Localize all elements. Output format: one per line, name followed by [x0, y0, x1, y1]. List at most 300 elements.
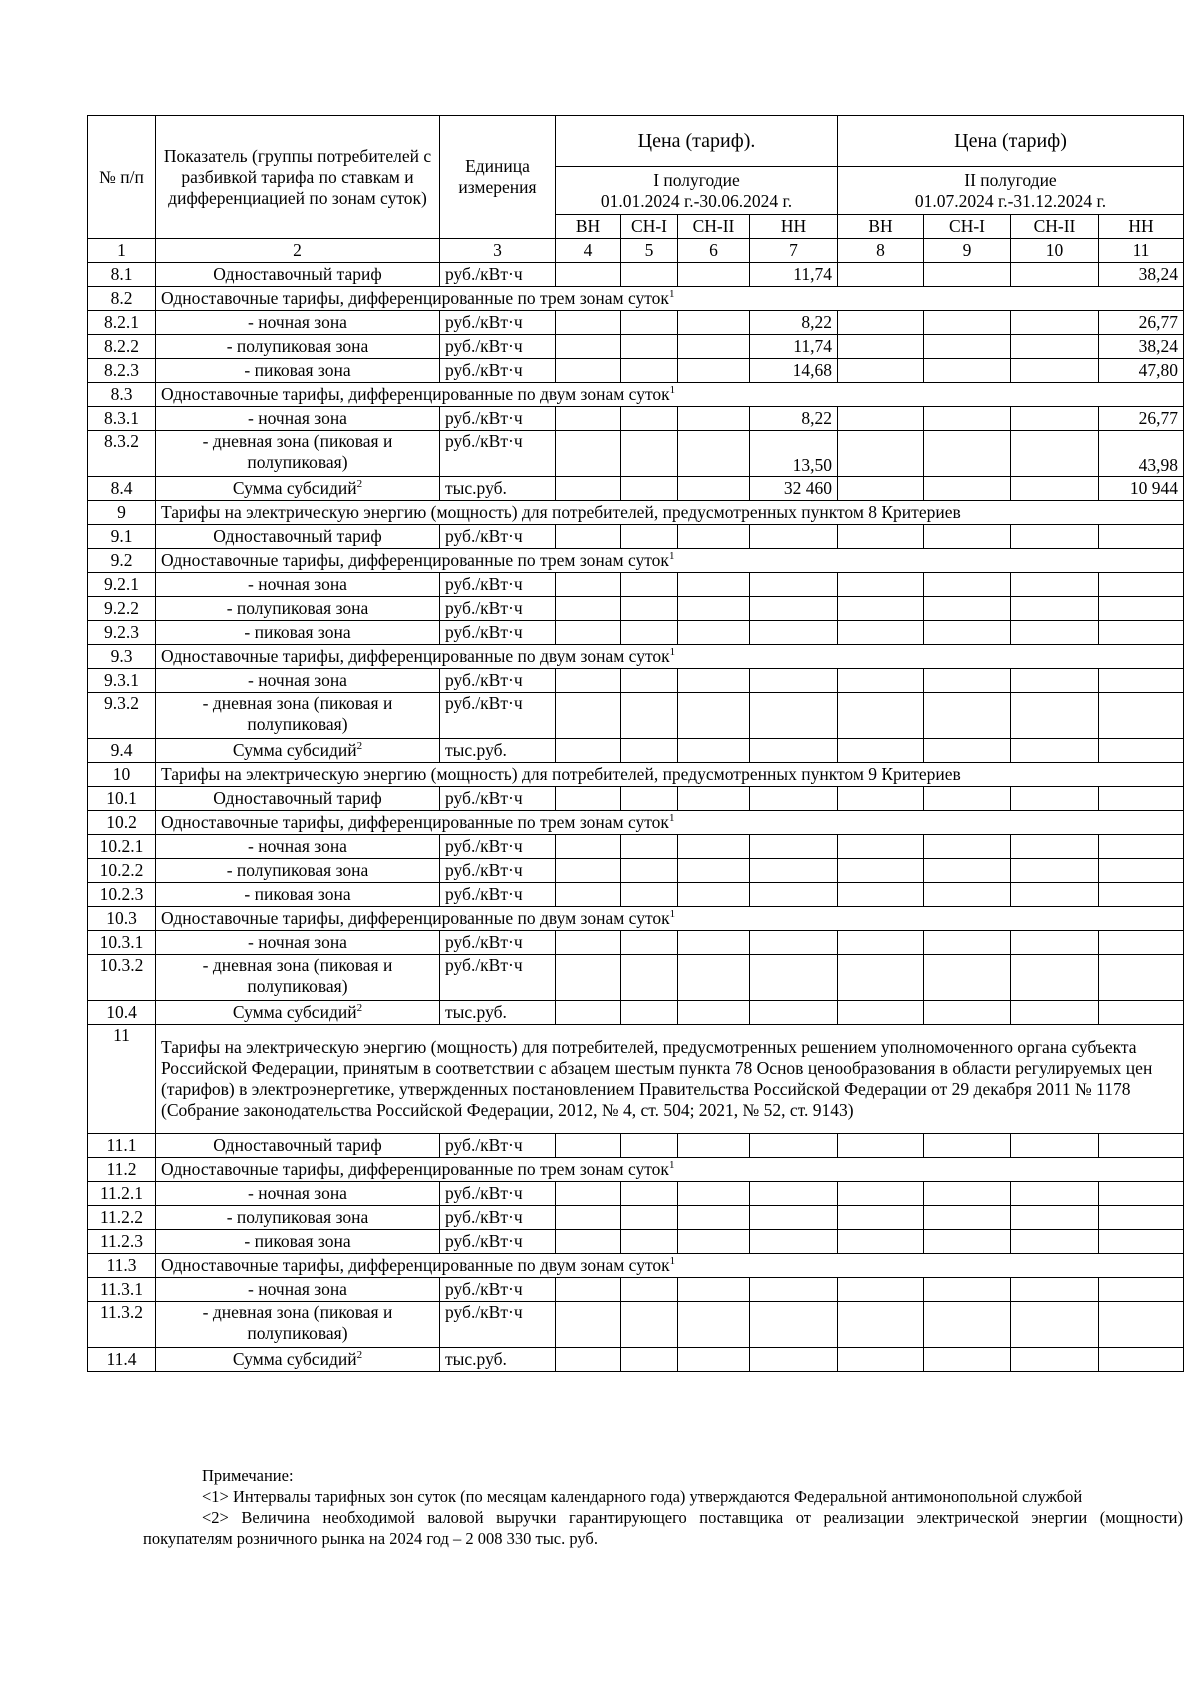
tariff-value: 32 460 [750, 477, 838, 501]
section-title [156, 287, 1184, 311]
section-title [156, 907, 1184, 931]
half-2-label: II полугодие [964, 169, 1057, 190]
tariff-value [924, 621, 1011, 645]
indicator-label [156, 835, 440, 859]
unit-cell: руб./кВт·ч [440, 931, 556, 955]
section-title [156, 1158, 1184, 1182]
section-title [156, 811, 1184, 835]
tariff-value [1099, 883, 1184, 907]
header-half-2 [838, 167, 1184, 215]
section-title [156, 1025, 1184, 1134]
row-number: 8.3 [88, 383, 156, 407]
indicator-label [156, 739, 440, 763]
half-2-dates: 01.07.2024 г.-31.12.2024 г. [914, 190, 1107, 211]
header-indicator: Показатель (группы потребителей с разбивкой тарифа по ставкам и дифференциацией по зонам суток) [156, 116, 440, 239]
tariff-value [678, 859, 750, 883]
section-title [156, 549, 1184, 573]
indicator-label [156, 621, 440, 645]
tariff-value [621, 1302, 678, 1348]
tariff-value [750, 573, 838, 597]
notes [143, 1465, 1183, 1549]
indicator-label [156, 693, 440, 739]
tariff-value [556, 1182, 621, 1206]
tariff-value [1011, 693, 1099, 739]
tariff-value [838, 1134, 924, 1158]
tariff-value [556, 693, 621, 739]
tariff-value [838, 1302, 924, 1348]
tariff-value [750, 1206, 838, 1230]
indicator-label [156, 787, 440, 811]
tariff-value [1099, 1348, 1184, 1372]
indicator-label [156, 883, 440, 907]
indicator-label [156, 1278, 440, 1302]
indicator-text: Одноставочный тариф [213, 526, 382, 546]
indicator-text: - ночная зона [248, 670, 347, 690]
voltage-level-header: СН-II [1011, 215, 1099, 239]
row-number: 9.2.2 [88, 597, 156, 621]
footnote-ref: 1 [668, 812, 675, 825]
indicator-text: - полупиковая зона [226, 1207, 369, 1227]
section-row [88, 907, 1184, 931]
tariff-value [924, 1348, 1011, 1372]
unit-cell: руб./кВт·ч [440, 263, 556, 287]
indicator-label [156, 407, 440, 431]
tariff-value [678, 621, 750, 645]
row-number: 11.3 [88, 1254, 156, 1278]
tariff-value [1011, 407, 1099, 431]
tariff-value [678, 739, 750, 763]
row-number: 11.3.2 [88, 1302, 156, 1348]
voltage-level-header: ВН [556, 215, 621, 239]
section-row [88, 383, 1184, 407]
unit-cell: тыс.руб. [440, 1348, 556, 1372]
row-number: 10.2.2 [88, 859, 156, 883]
unit-cell: тыс.руб. [440, 477, 556, 501]
tariff-value [838, 1182, 924, 1206]
tariff-value [924, 859, 1011, 883]
row-number: 10.3.1 [88, 931, 156, 955]
tariff-value [924, 1134, 1011, 1158]
tariff-value [838, 335, 924, 359]
unit-cell: руб./кВт·ч [440, 359, 556, 383]
tariff-value [621, 669, 678, 693]
tariff-value [750, 835, 838, 859]
tariff-value [1099, 835, 1184, 859]
column-number: 10 [1011, 239, 1099, 263]
tariff-value [1011, 739, 1099, 763]
tariff-value [1011, 859, 1099, 883]
tariff-value: 13,50 [750, 431, 838, 477]
voltage-level-header: СН-II [678, 215, 750, 239]
row-number: 8.2 [88, 287, 156, 311]
tariff-value [1011, 431, 1099, 477]
section-row [88, 763, 1184, 787]
section-row [88, 645, 1184, 669]
tariff-value [678, 1182, 750, 1206]
tariff-value [556, 431, 621, 477]
voltage-level-header: ВН [838, 215, 924, 239]
row-number: 10.2 [88, 811, 156, 835]
tariff-value [1099, 931, 1184, 955]
table-row [88, 335, 1184, 359]
unit-cell: руб./кВт·ч [440, 835, 556, 859]
row-number: 10.2.3 [88, 883, 156, 907]
tariff-value [678, 431, 750, 477]
tariff-value [838, 1001, 924, 1025]
unit-cell: руб./кВт·ч [440, 787, 556, 811]
row-number: 11.2.1 [88, 1182, 156, 1206]
tariff-value [556, 1134, 621, 1158]
column-number: 9 [924, 239, 1011, 263]
tariff-value [678, 669, 750, 693]
tariff-value [838, 955, 924, 1001]
tariff-value [1099, 1001, 1184, 1025]
tariff-value [1011, 1348, 1099, 1372]
tariff-value [924, 1206, 1011, 1230]
tariff-value [621, 739, 678, 763]
row-number: 8.1 [88, 263, 156, 287]
tariff-value [621, 1278, 678, 1302]
indicator-label [156, 1182, 440, 1206]
tariff-value [838, 669, 924, 693]
tariff-value [1011, 621, 1099, 645]
row-number: 9 [88, 501, 156, 525]
tariff-value [1011, 335, 1099, 359]
row-number: 11.3.1 [88, 1278, 156, 1302]
tariff-value [1099, 1278, 1184, 1302]
tariff-value [621, 431, 678, 477]
footnote-ref: 2 [356, 478, 363, 491]
tariff-value [678, 883, 750, 907]
tariff-value [838, 1278, 924, 1302]
row-number: 8.2.3 [88, 359, 156, 383]
tariff-value [1011, 359, 1099, 383]
tariff-value [1099, 597, 1184, 621]
tariff-value [924, 883, 1011, 907]
indicator-text: - полупиковая зона [226, 860, 369, 880]
column-number: 1 [88, 239, 156, 263]
tariff-value [1011, 835, 1099, 859]
unit-cell: руб./кВт·ч [440, 525, 556, 549]
unit-cell: руб./кВт·ч [440, 1206, 556, 1230]
section-row [88, 1254, 1184, 1278]
tariff-value: 38,24 [1099, 335, 1184, 359]
tariff-value [678, 1206, 750, 1230]
footnote-ref: 2 [356, 1349, 363, 1362]
tariff-value [750, 1134, 838, 1158]
tariff-value [678, 931, 750, 955]
table-row [88, 359, 1184, 383]
tariff-value [678, 1230, 750, 1254]
indicator-label [156, 859, 440, 883]
tariff-value [678, 525, 750, 549]
row-number: 9.1 [88, 525, 156, 549]
indicator-text: Одноставочный тариф [213, 1135, 382, 1155]
row-number: 9.3 [88, 645, 156, 669]
tariff-value [678, 311, 750, 335]
section-label: Одноставочные тарифы, дифференцированные по двум зонам суток [161, 384, 670, 404]
row-number: 11.4 [88, 1348, 156, 1372]
indicator-label [156, 1230, 440, 1254]
tariff-value [556, 883, 621, 907]
column-number: 5 [621, 239, 678, 263]
tariff-value [838, 931, 924, 955]
column-number: 4 [556, 239, 621, 263]
footnote-ref: 2 [356, 1002, 363, 1015]
tariff-value [621, 931, 678, 955]
tariff-value: 43,98 [1099, 431, 1184, 477]
tariff-value [924, 1182, 1011, 1206]
indicator-label [156, 311, 440, 335]
section-row [88, 811, 1184, 835]
note-1: <1> Интервалы тарифных зон суток (по месяцам календарного года) утверждаются Федеральной антимонопольной службой [202, 1487, 1083, 1506]
tariff-value: 26,77 [1099, 407, 1184, 431]
row-number: 11.2.2 [88, 1206, 156, 1230]
row-number: 8.2.2 [88, 335, 156, 359]
column-number: 3 [440, 239, 556, 263]
row-number: 8.3.2 [88, 431, 156, 477]
tariff-value [1011, 787, 1099, 811]
row-number: 9.4 [88, 739, 156, 763]
tariff-value [1011, 883, 1099, 907]
tariff-value [1099, 573, 1184, 597]
tariff-value [621, 883, 678, 907]
indicator-text: - ночная зона [248, 574, 347, 594]
section-label: Одноставочные тарифы, дифференцированные по трем зонам суток [161, 1159, 669, 1179]
tariff-value [924, 693, 1011, 739]
table-row [88, 431, 1184, 477]
tariff-value [678, 1348, 750, 1372]
indicator-text: - ночная зона [248, 312, 347, 332]
tariff-value [924, 597, 1011, 621]
unit-cell: руб./кВт·ч [440, 1182, 556, 1206]
tariff-value [621, 693, 678, 739]
section-row [88, 1025, 1184, 1134]
unit-cell: руб./кВт·ч [440, 1230, 556, 1254]
tariff-value [1099, 955, 1184, 1001]
tariff-value [556, 739, 621, 763]
row-number: 10.2.1 [88, 835, 156, 859]
indicator-label [156, 359, 440, 383]
tariff-value [678, 597, 750, 621]
tariff-value [1099, 669, 1184, 693]
section-label: Тарифы на электрическую энергию (мощность) для потребителей, предусмотренных пунктом 8 Критериев [161, 502, 961, 522]
tariff-value [621, 263, 678, 287]
table-row [88, 1182, 1184, 1206]
table-row [88, 1206, 1184, 1230]
section-title [156, 763, 1184, 787]
tariff-value [924, 931, 1011, 955]
row-number: 10 [88, 763, 156, 787]
tariff-value [556, 1206, 621, 1230]
tariff-value [1099, 1134, 1184, 1158]
tariff-value [924, 955, 1011, 1001]
table-row [88, 311, 1184, 335]
indicator-label [156, 931, 440, 955]
indicator-text: Сумма субсидий [232, 478, 357, 498]
table-row [88, 835, 1184, 859]
tariff-value [750, 1278, 838, 1302]
tariff-value [1099, 739, 1184, 763]
tariff-value [838, 525, 924, 549]
section-row [88, 549, 1184, 573]
tariff-value [621, 955, 678, 1001]
tariff-value [838, 431, 924, 477]
tariff-value [1099, 693, 1184, 739]
tariff-value [1011, 1230, 1099, 1254]
table-row [88, 1348, 1184, 1372]
table-row [88, 859, 1184, 883]
notes-title: Примечание: [202, 1466, 294, 1485]
tariff-value [556, 597, 621, 621]
row-number: 9.3.1 [88, 669, 156, 693]
tariff-value: 8,22 [750, 407, 838, 431]
tariff-value [750, 787, 838, 811]
tariff-value [1011, 1278, 1099, 1302]
row-number: 9.2 [88, 549, 156, 573]
header-unit: Единица измерения [440, 116, 556, 239]
footnote-ref: 2 [356, 740, 363, 753]
table-row [88, 931, 1184, 955]
tariff-value [678, 1134, 750, 1158]
indicator-label [156, 1134, 440, 1158]
tariff-value: 11,74 [750, 335, 838, 359]
tariff-value [1011, 1182, 1099, 1206]
tariff-value [556, 621, 621, 645]
tariff-value [924, 407, 1011, 431]
tariff-value [621, 335, 678, 359]
unit-cell: руб./кВт·ч [440, 335, 556, 359]
tariff-value [750, 1302, 838, 1348]
tariff-value [924, 739, 1011, 763]
tariff-value [750, 931, 838, 955]
indicator-label [156, 525, 440, 549]
row-number: 10.1 [88, 787, 156, 811]
column-number: 8 [838, 239, 924, 263]
tariff-value [924, 1230, 1011, 1254]
tariff-value [556, 359, 621, 383]
unit-cell: руб./кВт·ч [440, 407, 556, 431]
indicator-text: - дневная зона (пиковая и полупиковая) [202, 693, 393, 734]
tariff-value [1011, 573, 1099, 597]
tariff-value [678, 835, 750, 859]
tariff-value: 8,22 [750, 311, 838, 335]
row-number: 11.2 [88, 1158, 156, 1182]
indicator-text: Одноставочный тариф [213, 788, 382, 808]
tariff-value [924, 263, 1011, 287]
tariff-value [838, 1348, 924, 1372]
indicator-label [156, 1001, 440, 1025]
tariff-table [87, 115, 1184, 1372]
table-row [88, 573, 1184, 597]
indicator-label [156, 335, 440, 359]
table-row [88, 407, 1184, 431]
tariff-value [924, 1302, 1011, 1348]
column-numbers-row [88, 239, 1184, 263]
indicator-text: Сумма субсидий [232, 740, 357, 760]
table-row [88, 263, 1184, 287]
tariff-value [838, 311, 924, 335]
indicator-label [156, 431, 440, 477]
tariff-value: 11,74 [750, 263, 838, 287]
indicator-label [156, 263, 440, 287]
tariff-value [924, 1001, 1011, 1025]
tariff-value [924, 669, 1011, 693]
tariff-value [556, 787, 621, 811]
tariff-value [750, 525, 838, 549]
section-row [88, 501, 1184, 525]
tariff-value [924, 359, 1011, 383]
tariff-value [678, 263, 750, 287]
indicator-text: - пиковая зона [244, 622, 351, 642]
table-row [88, 739, 1184, 763]
indicator-text: - пиковая зона [244, 884, 351, 904]
tariff-value [1011, 597, 1099, 621]
tariff-value [556, 1348, 621, 1372]
tariff-value: 14,68 [750, 359, 838, 383]
unit-cell: руб./кВт·ч [440, 859, 556, 883]
table-row [88, 1278, 1184, 1302]
tariff-value [556, 1302, 621, 1348]
tariff-value [1011, 1206, 1099, 1230]
indicator-label [156, 573, 440, 597]
unit-cell: руб./кВт·ч [440, 573, 556, 597]
header-price-1: Цена (тариф). [556, 116, 838, 167]
tariff-value [621, 525, 678, 549]
tariff-value [678, 407, 750, 431]
table-row [88, 621, 1184, 645]
tariff-value [556, 835, 621, 859]
tariff-value [838, 573, 924, 597]
tariff-value [750, 693, 838, 739]
header-half-1 [556, 167, 838, 215]
tariff-value [924, 477, 1011, 501]
column-number: 6 [678, 239, 750, 263]
section-label: Тарифы на электрическую энергию (мощность) для потребителей, предусмотренных пунктом 9 Критериев [161, 764, 961, 784]
row-number: 9.2.3 [88, 621, 156, 645]
indicator-text: Сумма субсидий [232, 1002, 357, 1022]
tariff-value [750, 883, 838, 907]
tariff-value [838, 407, 924, 431]
tariff-value [750, 739, 838, 763]
tariff-value [556, 669, 621, 693]
row-number: 10.3.2 [88, 955, 156, 1001]
tariff-value [621, 1001, 678, 1025]
row-number: 10.3 [88, 907, 156, 931]
tariff-value [1099, 525, 1184, 549]
tariff-value [838, 787, 924, 811]
tariff-value [1011, 1134, 1099, 1158]
indicator-text: - пиковая зона [244, 1231, 351, 1251]
tariff-value [621, 477, 678, 501]
tariff-value [621, 1230, 678, 1254]
row-number: 9.3.2 [88, 693, 156, 739]
tariff-value [750, 1182, 838, 1206]
footnote-ref: 1 [669, 384, 676, 397]
tariff-value [838, 477, 924, 501]
tariff-value [1011, 477, 1099, 501]
row-number: 11 [88, 1025, 156, 1134]
section-title [156, 1254, 1184, 1278]
tariff-value [678, 573, 750, 597]
tariff-value [1011, 669, 1099, 693]
voltage-level-header: НН [1099, 215, 1184, 239]
table-row [88, 477, 1184, 501]
unit-cell: руб./кВт·ч [440, 431, 556, 477]
tariff-value [556, 407, 621, 431]
unit-cell: руб./кВт·ч [440, 669, 556, 693]
column-number: 7 [750, 239, 838, 263]
